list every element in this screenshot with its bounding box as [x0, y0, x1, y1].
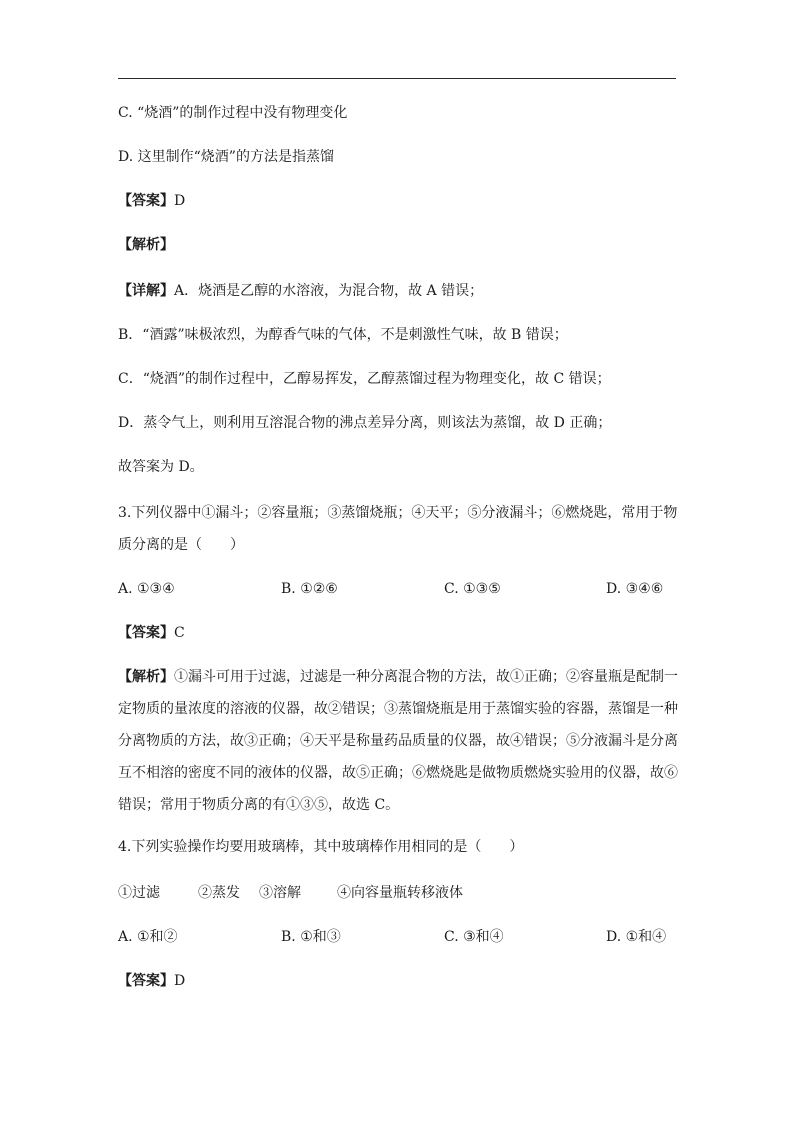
q2-detail-b: B．“酒露”味极浓烈，为醇香气味的气体，不是刺激性气味，故 B 错误； [118, 327, 568, 343]
q4-item-1: ①过滤 [118, 885, 160, 901]
q4-item-4: ④向容量瓶转移液体 [337, 885, 463, 901]
answer-label: 【答案】 [118, 193, 174, 209]
q3-option-b: B. ①②⑥ [281, 581, 338, 597]
q2-option-d: D. 这里制作“烧酒”的方法是指蒸馏 [118, 149, 334, 165]
detail-label: 【详解】 [118, 283, 174, 299]
header-rule [118, 78, 676, 79]
q3-analysis-line: 分离物质的方法，故③正确；④天平是称量药品质量的仪器，故④错误；⑤分液漏斗是分离 [118, 733, 678, 749]
answer-value: C [174, 625, 185, 641]
q3-analysis-line [118, 668, 678, 686]
q4-option-b: B. ①和③ [281, 929, 341, 945]
analysis-label: 【解析】 [118, 669, 174, 685]
q3-analysis-line: 错误；常用于物质分离的有①③⑤，故选 C。 [118, 797, 400, 813]
q4-item-3: ③溶解 [259, 885, 301, 901]
q3-stem-line2: 质分离的是（ ） [118, 537, 244, 553]
q4-option-d: D. ①和④ [606, 929, 667, 945]
q2-answer [118, 192, 185, 210]
q3-stem-line1: 3.下列仪器中①漏斗；②容量瓶；③蒸馏烧瓶；④天平；⑤分液漏斗；⑥燃烧匙，常用于物 [118, 505, 678, 521]
answer-value: D [174, 193, 186, 209]
q3-option-c: C. ①③⑤ [444, 581, 501, 597]
q4-item-2: ②蒸发 [198, 885, 240, 901]
q3-analysis-line: 定物质的量浓度的溶液的仪器，故②错误；③蒸馏烧瓶是用于蒸馏实验的容器，蒸馏是一种 [118, 701, 678, 717]
q4-answer [118, 972, 185, 990]
q3-option-a: A. ①③④ [118, 581, 175, 597]
q3-option-d: D. ③④⑥ [606, 581, 664, 597]
q2-option-c: C. “烧酒”的制作过程中没有物理变化 [118, 105, 348, 121]
q4-option-a: A. ①和② [118, 929, 178, 945]
answer-label: 【答案】 [118, 973, 174, 989]
q2-detail-a [118, 282, 483, 300]
analysis-text: ①漏斗可用于过滤，过滤是一种分离混合物的方法，故①正确；②容量瓶是配制一 [174, 669, 678, 685]
q2-analysis-label: 【解析】 [118, 237, 174, 253]
q4-option-c: C. ③和④ [444, 929, 504, 945]
q4-stem: 4.下列实验操作均要用玻璃棒，其中玻璃棒作用相同的是（ ） [118, 839, 524, 855]
q3-analysis-line: 互不相溶的密度不同的液体的仪器，故⑤正确；⑥燃烧匙是做物质燃烧实验用的仪器，故⑥ [118, 765, 678, 781]
q2-detail-d: D．蒸令气上，则利用互溶混合物的沸点差异分离，则该法为蒸馏，故 D 正确； [118, 415, 612, 431]
answer-value: D [174, 973, 186, 989]
q2-detail-c: C．“烧酒”的制作过程中，乙醇易挥发，乙醇蒸馏过程为物理变化，故 C 错误； [118, 371, 611, 387]
q3-answer [118, 624, 185, 642]
detail-a-text: A．烧酒是乙醇的水溶液，为混合物，故 A 错误； [174, 283, 484, 299]
answer-label: 【答案】 [118, 625, 174, 641]
q2-conclusion: 故答案为 D。 [118, 459, 204, 475]
